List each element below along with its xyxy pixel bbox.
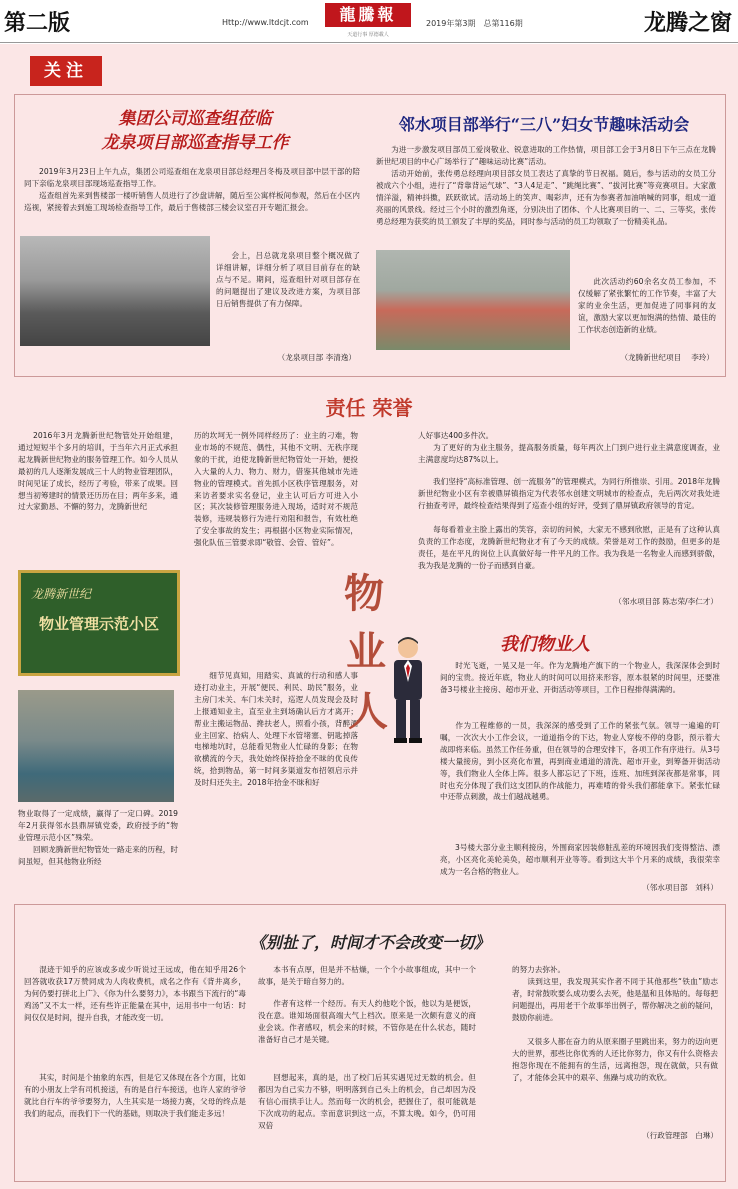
section2-col3-paragraph: 每每看着业主脸上露出的笑容，亲切的问候，大家无不感到欣慰，正是有了这种认真负责的工作态度，龙腾新世纪物业才有了今天的成绩。荣誉是对工作的鼓励，但更多的是责任，是在平凡的岗位上认真做好每一件平凡的工作。我为我是一名物业人而感到骄傲，我为我是龙腾的一份子而感到自豪。 (418, 525, 720, 570)
section-tag-focus: 关注 (30, 56, 102, 86)
article4-paragraph: 作为工程维修的一员，我深深的感受到了工作的紧张气氛。领导一遍遍的叮嘱，一次次大小工作会议，一道道指令的下达，物业人穿梭不停的身影，预示着大战即将来临。虽然工作任务重，但在领导的合理安排下，各项工作有序进行。从3号楼大量接房，到小区亮化布置，再到商业通道的清洗、超市开业，到筹备开街活动等，我们物业人全体上阵。很多人都忘记了下班，连班、加班到深夜都是常事，同时也充分体现了我们这支团队的作战能力，再难啃的骨头我们都能拿下。紧张忙碌中还带点刺激，战士们越战越勇。 (440, 721, 720, 802)
article5-col3-paragraph: 的努力去弥补。 (512, 965, 566, 974)
businessman-illustration (384, 634, 432, 746)
article2-byline: （龙腾新世纪项目 李玲） (620, 353, 714, 362)
article5-col1-paragraph: 混迹于知乎的应该或多或少听说过王远成，他在知乎用26个回答就收获17万赞同成为人肉收费机，成名之作有《背井离乡，为何仍要打拼北上广》、《你为什么要努力》，本书跟当下流行的“毒鸡汤”又不太一样，还有些许正能量在其中，运用书中一句话：时间仅仅是时间，提升自我，才能改变一切。 (24, 965, 246, 1022)
plaque-brand: 龙腾新世纪 (31, 587, 92, 601)
article1-paragraph: 2019年3月23日上午九点，集团公司巡查组在龙泉项目部总经理吕冬梅及项目部中层干部的陪同下亲临龙泉项目部现场巡查指导工作。 (24, 167, 360, 188)
article5-col2-paragraph: 作者有这样一个经历。有天人约他吃个饭，他以为是便饭，没在意。谁知场面很高端大气上档次。原来是一次颇有意义的商业会谈。作者感叹，机会来的时候，不管你是在什么状态，随时准备好自己才是关键。 (258, 999, 476, 1044)
issue-info: 2019年第3期 总第116期 (426, 19, 523, 28)
decor-char-wu: 物 (344, 570, 384, 617)
article4-byline: （邻水项目部 刘科） (642, 883, 718, 892)
newspaper-logo: 龍騰報 (325, 3, 411, 27)
decor-char-ren: 人 (348, 688, 388, 735)
article2-paragraph: 此次活动约60余名女员工参加，不仅缓解了紧张繁忙的工作节奏，丰富了大家的业余生活，更加促进了同事间的友谊，激励大家以更加饱满的热情、最佳的工作状态创造新的业绩。 (578, 277, 716, 334)
pool-cleaning-photo (18, 690, 174, 802)
article2-paragraph: 活动开始前，张传勇总经理向项目部女员工表达了真挚的节日祝福。随后，参与活动的女员工分被成六个小组，进行了“背靠背运气球”、“3人4足走”、“跳绳比赛”、“拔河比赛”等竞赛项目。大家激情洋溢，精神抖擞，跃跃欲试。活动场上的笑声、喝彩声，还有为参赛者加油呐喊的同事，组成一道亮丽的风景线。经过三个小时的激烈角逐，分别决出了团体、个人比赛项目的一、二、三等奖，张传勇总经理为获奖的员工颁发了丰厚的奖品，同时参与活动的员工均领取了一份精美礼品。 (376, 169, 716, 226)
section2-col1-paragraph: 物业取得了一定成绩，赢得了一定口碑。2019年2月获得邻水县鼎屏镇党委，政府授予的“物业管理示范小区”殊荣。 (18, 809, 178, 842)
plaque-award: 物业管理示范小区 (38, 615, 159, 633)
section2-col3-paragraph: 我们坚持“高标准管理、创一流服务”的管理模式，为同行所推崇、引用。2018年龙腾新世纪物业小区有幸被鼎屏镇指定为代表邻水创建文明城市的检查点，先后两次对我处进行抽查考评，最终检查结果得到了巡查小组的好评，受到了鼎屏镇政府领导的肯定。 (418, 477, 720, 510)
article5-col2-paragraph: 回想起来，真的是，出了校门后其实遇见过无数的机会。但都因为自己实力不够，明明落到自己头上的机会，自己却因为没有信心而拱手让人。然而每一次的机会，把握住了，很可能就是下次成功的起点。幸而意识到这一点，不算太晚。如今，仍可用双倍 (258, 1073, 476, 1130)
header-divider (0, 42, 738, 43)
section2-col1-paragraph: 回顾龙腾新世纪物管处一路走来的历程，时间虽短，但其他物业所经 (18, 845, 178, 866)
decor-char-ye: 业 (346, 628, 386, 675)
edition-label: 第二版 (4, 11, 71, 36)
section2-byline: （邻水项目部 陈志荣/李仁才） (614, 597, 718, 606)
article1-title-line1: 集团公司巡查组莅临 (118, 109, 272, 129)
article4-title: 我们物业人 (500, 634, 590, 655)
section2-col3-paragraph: 为了更好的为业主服务，提高服务质量，每年两次上门到户进行业主满意度调查，业主满意度均达87%以上。 (418, 443, 720, 464)
article2-title: 邻水项目部举行“三八”妇女节趣味活动会 (398, 115, 690, 134)
article5-col2-paragraph: 本书有点厚，但是并不枯燥，一个个小故事组成，其中一个故事，是关于暗自努力的。 (258, 965, 476, 986)
article4-paragraph: 3号楼大部分业主顺利接房，外围商家因装修脏乱差的环境因我们变得整洁、漂亮，小区亮化美轮美奂，超市顺利开业等等。看到这大半个月来的成绩，我很荣幸成为一名合格的物业人。 (440, 843, 720, 876)
women-day-group-photo (376, 250, 570, 350)
article1-paragraph: 会上，吕总就龙泉项目整个概况做了详细讲解，详细分析了项目目前存在的缺点与不足。期间，巡查组针对项目部存在的问题提出了建议及改进方案，为项目部日后销售提供了有力保障。 (216, 251, 360, 308)
article4-paragraph: 时光飞逝，一晃又是一年。作为龙腾地产旗下的一个物业人，我深深体会到时间的宝贵。接近年底，物业人的时间可以用挤来形容，原本很紧的时间里，还要准备3号楼业主接房、超市开业、开街活动等项目，工作日程排得满满的。 (440, 661, 720, 694)
section2-col3-paragraph: 人好事达400多件次。 (418, 431, 494, 440)
article5-col1-paragraph: 其实，时间是个抽象的东西，但是它又体现在各个方面，比如有的小朋友上学有司机接送，有的是自行车接送，也许人家的爷爷就比自行车的爷爷要努力，人生其实是一场接力赛，父母的终点是我们的起点，而我们下一代的基础，则取决于我们能走多远！ (24, 1073, 246, 1118)
article5-title: 《别扯了，时间才不会改变一切》 (249, 933, 490, 952)
section2-title: 责任 荣誉 (325, 396, 413, 420)
article2-paragraph: 为进一步激发项目部员工爱岗敬业、锐意进取的工作热情，项目部工会于3月8日下午三点在龙腾新世纪项目的中心广场举行了“趣味运动比赛”活动。 (376, 145, 716, 166)
demo-community-plaque (18, 570, 180, 676)
article1-title-line2: 龙泉项目部巡查指导工作 (101, 133, 289, 153)
article5-col3-paragraph: 又很多人都在奋力的从原来圈子里跳出来，努力的迈向更大的世界，那些比你优秀的人还比你努力，你又有什么资格去抱怨你现在不能拥有的生活，远离抱怨，现在就做，只有做了，才能体会其中的艰辛、焦躁与成功的欢欣。 (512, 1037, 718, 1082)
logo-tagline: 天道行事 厚德載人 (347, 32, 389, 38)
article1-paragraph: 巡查组首先来到售楼部一楼听销售人员进行了沙盘讲解，随后至公寓样板间参观，然后在小区内巡视，紧接着去到施工现场检查指导工作，最后于售楼部三楼会议室召开专题汇报会。 (24, 191, 360, 212)
section2-col2-paragraph: 细节见真知，用踏实、真诚的行动和感人事迹打动业主，开展“便民、利民、助民”服务，业主房门未关、车门未关时，巡逻人员发现会及时上报通知业主，直至业主到场确认后方才离开；帮业主搬运物品、搀扶老人，照看小孩，背醉酒业主回家、抬病人、处理下水管堵塞、钥匙掉落电梯地坑时，总能看见物业人忙碌的身影；在物欲横流的今天，我处始终保持拾金不昧的优良传统，拾到物品，第一时间多渠道发布招领启示并及时归还失主。2018年拾金不昧和好 (194, 671, 358, 788)
article5-byline: （行政管理部 白琳） (642, 1131, 718, 1140)
meeting-photo (20, 236, 210, 346)
section2-col2-paragraph: 历的坎坷无一例外同样经历了：业主的刁难，物业市场的不规范、偶性，其他不文明、无秩序现象的干扰，迫使龙腾新世纪物管处一开始，便投入大量的人力、物力、财力，借鉴其他城市先进物业的管理模式。首先抓小区秩序管理服务，对来访者要求实名登记，业主认可后方可进入小区；其次装修管理服务进入现场，适时对不规范装修，违规装修行为进行劝阻和报告，有效杜绝了安全事故的发生；再根据小区物业实际情况，强化队伍三管要求即“敬管、会管、管好”。 (194, 431, 358, 548)
column-title: 龙腾之窗 (643, 11, 732, 36)
article1-byline: （龙泉项目部 李清逸） (277, 353, 356, 362)
website-url[interactable]: Http://www.ltdcjt.com (222, 18, 309, 27)
article5-col3-paragraph: 读到这里，我发现其实作者不同于其他那些“铁血”励志者，时常鼓吹要么成功要么去死，他是温和且体贴的。每每把问题提出，再用老干个故事举出例子，帮你解决之前的疑问，鼓励你前进。 (512, 977, 718, 1022)
section2-col1-paragraph: 2016年3月龙腾新世纪物管处开始组建，通过短短半个多月的培训，于当年六月正式承担起龙腾新世纪物业的服务管理工作。如今人员从最初的几人逐渐发展成三十人的物业管理团队，时间见证了成长，经历了考验，带来了成果。回想当初筹建时的情景还历历在目；两年多来，通过大家勤恳、不懈的努力，龙腾新世纪 (18, 431, 178, 512)
